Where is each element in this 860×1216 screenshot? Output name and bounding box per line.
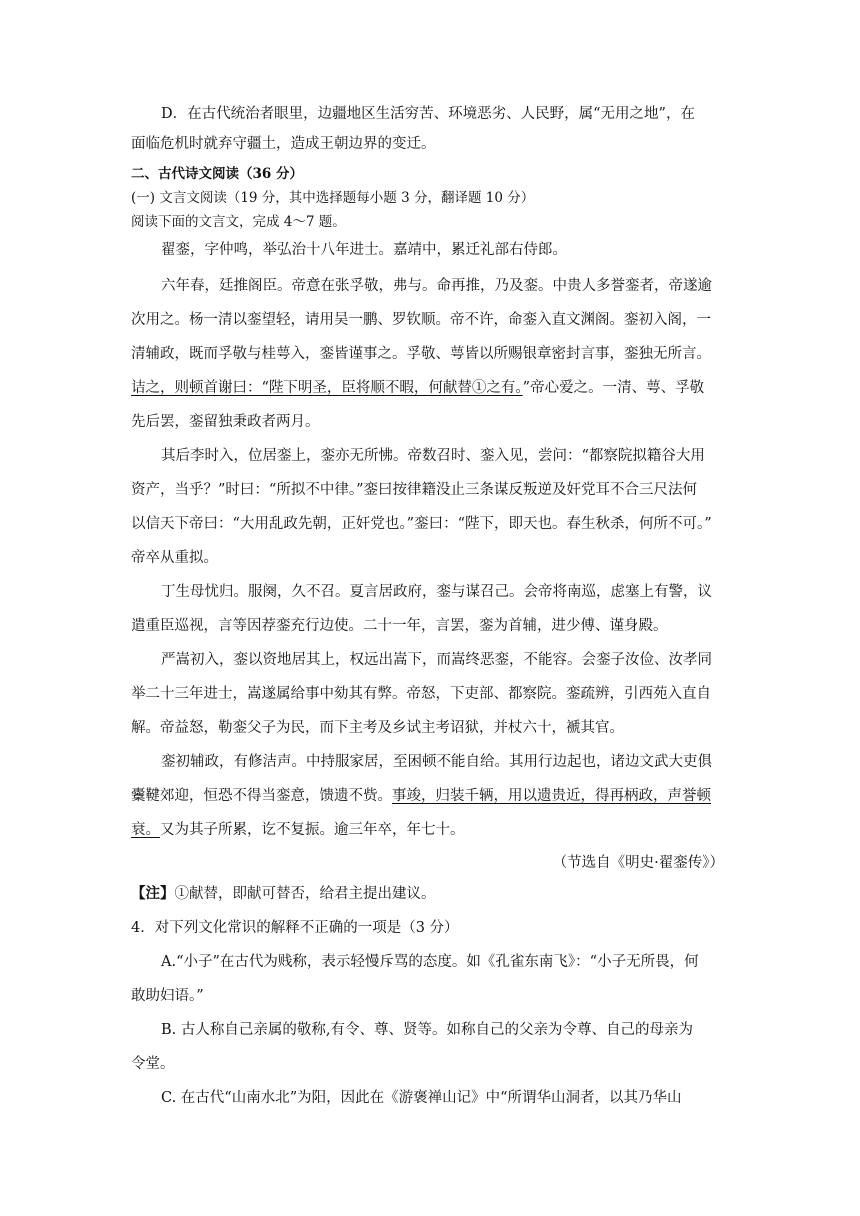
passage-p6-line-3: [131, 820, 465, 840]
passage-p3-line-1: 其后李时入，位居銮上，銮亦无所怫。帝数召时、銮入见，尝问：“都察院拟籍谷大用: [161, 448, 705, 464]
passage-p2-line-4-rest: ”帝心爱之。一清、萼、孚敬: [522, 380, 705, 396]
footnote-text: ①献替，即献可替否，给君主提出建议。: [174, 886, 436, 902]
passage-p3-line-4: 帝卒从重拟。: [131, 550, 218, 566]
option-d-line-2: 面临危机时就弃守疆土，造成王朝边界的变迁。: [131, 136, 436, 152]
passage-p2-line-1: 六年春，廷推阁臣。帝意在张孚敬，弗与。命再推，乃及銮。中贵人多誉銮者，帝遂逾: [161, 278, 712, 294]
option-c-line-1: C. 在古代“山南水北”为阳，因此在《游褒禅山记》中“所谓华山洞者，以其乃华山: [161, 1090, 682, 1106]
underlined-sentence-2-end: 衰。: [131, 822, 160, 838]
underlined-sentence-1: 诘之，则顿首谢曰：“陛下明圣，臣将顺不暇，何献替①之有。: [131, 380, 523, 396]
passage-source: （节选自《明史·翟銮传》）: [552, 855, 724, 871]
passage-p5-line-3: 解。帝益怒，勒銮父子为民，而下主考及乡试主考诏狱，并杖六十，褫其官。: [131, 720, 624, 736]
passage-p1: 翟銮，字仲鸣，举弘治十八年进士。嘉靖中，累迁礼部右侍郎。: [161, 242, 567, 258]
passage-p2-line-4: [131, 378, 704, 398]
passage-p6-line-3-rest: 又为其子所累，讫不复振。逾三年卒，年七十。: [160, 822, 465, 838]
passage-p5-line-2: 举二十三年进士，嵩遂属给事中劾其有弊。帝怒，下吏部、都察院。銮疏辨，引西苑入直自: [131, 686, 711, 702]
footnote-label: 【注】: [131, 885, 175, 902]
passage-p2-line-5: 先后罢，銮留独秉政者两月。: [131, 414, 320, 430]
passage-p5-line-1: 严嵩初入，銮以资地居其上，权远出嵩下，而嵩终恶銮，不能容。会銮子汝俭、汝孝同: [161, 652, 712, 668]
passage-p6-line-2: [131, 786, 711, 806]
section-subtitle: (一) 文言文阅读（19 分，其中选择题每小题 3 分，翻译题 10 分）: [131, 190, 535, 206]
footnote: [131, 884, 436, 904]
passage-p4-line-1: 丁生母忧归。服阕，久不召。夏言居政府，銮与谋召己。会帝将南巡，虑塞上有警，议: [161, 584, 712, 600]
passage-p6-line-2-start: 櫜鞬郊迎，恒恐不得当銮意，馈遗不赀。: [131, 788, 392, 804]
option-b-line-1: B. 古人称自己亲属的敬称,有令、尊、贤等。如称自己的父亲为令尊、自己的母亲为: [161, 1022, 693, 1038]
passage-p3-line-2: 资产，当乎？”时曰：“所拟不中律。”銮曰按律籍没止三条谋反叛逆及奸党耳不合三尺法何: [131, 482, 697, 498]
option-a-line-2: 敢助妇语。”: [131, 988, 204, 1004]
underlined-sentence-2: 事竣，归装千辆，用以遗贵近，得再柄政，声誉顿: [392, 788, 711, 804]
section-title: 二、古代诗文阅读（36 分）: [131, 166, 303, 182]
option-b-line-2: 令堂。: [131, 1056, 175, 1072]
passage-p4-line-2: 遣重臣巡视，言等因荐銮充行边使。二十一年，言罢，銮为首辅，进少傅、谨身殿。: [131, 618, 668, 634]
passage-p3-line-3: 以信天下帝曰：“大用乱政先朝，正奸党也。”銮曰：“陛下，即天也。春生秋杀，何所不可。”: [131, 516, 712, 532]
instruction: 阅读下面的文言文，完成 4～7 题。: [131, 214, 346, 230]
passage-p2-line-3: 清辅政，既而孚敬与桂萼入，銮皆谨事之。孚敬、萼皆以所赐银章密封言事，銮独无所言。: [131, 346, 711, 362]
question-4-stem: 4．对下列文化常识的解释不正确的一项是（3 分）: [131, 920, 459, 936]
option-a-line-1: A.“小子”在古代为贱称，表示轻慢斥骂的态度。如《孔雀东南飞》：“小子无所畏，何: [161, 954, 699, 970]
passage-p6-line-1: 銮初辅政，有修洁声。中持服家居，至困顿不能自给。其用行边起也，诸边文武大吏俱: [161, 754, 712, 770]
passage-p2-line-2: 次用之。杨一清以銮望轻，请用吴一鹏、罗钦顺。帝不许，命銮入直文渊阁。銮初入阁，一: [131, 312, 711, 328]
option-d-line-1: D．在古代统治者眼里，边疆地区生活穷苦、环境恶劣、人民野，属“无用之地”，在: [161, 106, 695, 122]
